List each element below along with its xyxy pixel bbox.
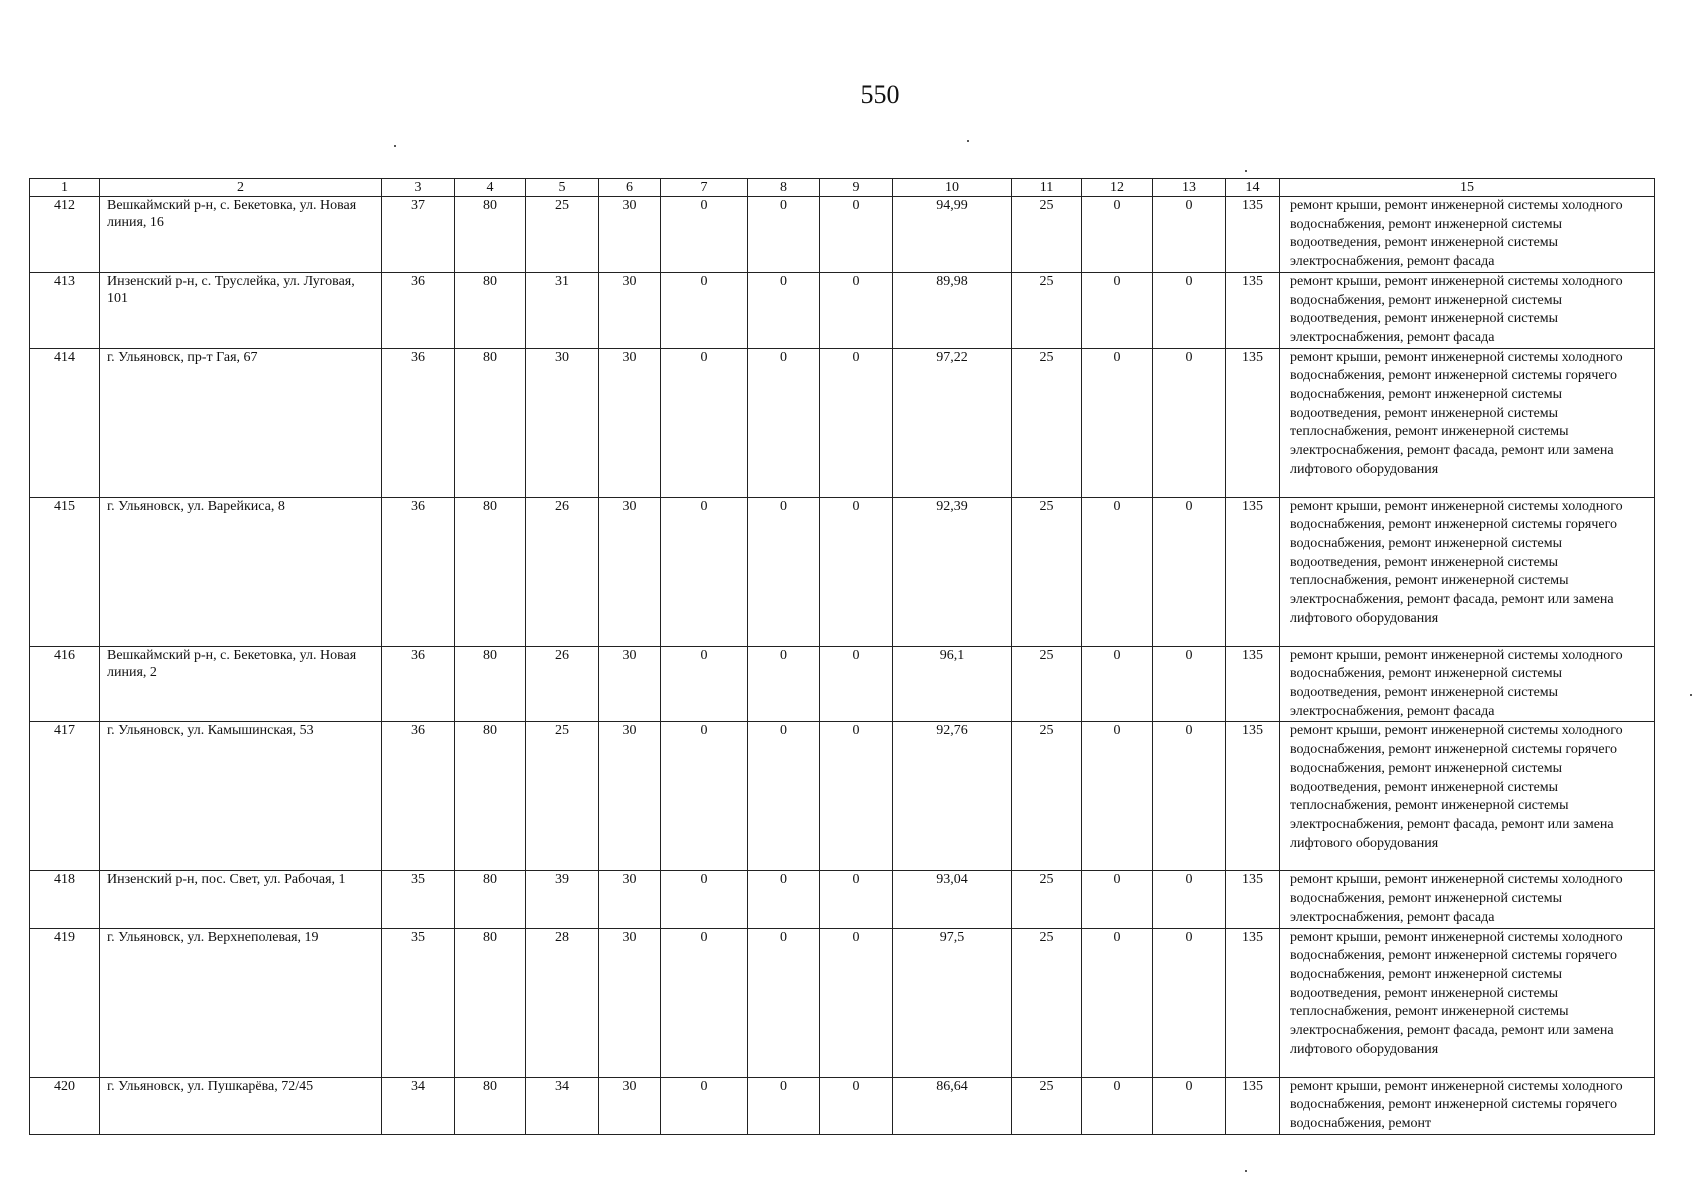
table-row: [30, 497, 1655, 646]
column-number: 4: [455, 179, 526, 197]
row-number-cell: 412: [30, 197, 100, 273]
works-cell: ремонт крыши, ремонт инженерной системы холодного водоснабжения, ремонт инженерной системы горячего водоснабжения, ремонт инженерной системы водоотведения, ремонт инженерной системы теплоснабжения, ремонт инженерной системы электроснабжения, ремонт фасада, ремонт или замена лифтового оборудования: [1280, 928, 1655, 1077]
works-cell: ремонт крыши, ремонт инженерной системы холодного водоснабжения, ремонт инженерной системы горячего водоснабжения, ремонт: [1280, 1077, 1655, 1134]
value-cell-col-5: 31: [526, 272, 599, 348]
value-cell-col-13: 0: [1153, 646, 1226, 722]
value-cell-col-10: 93,04: [893, 871, 1012, 928]
value-cell-col-11: 25: [1012, 272, 1082, 348]
value-cell-col-8: 0: [748, 871, 820, 928]
row-number-cell: 417: [30, 722, 100, 871]
value-cell-col-9: 0: [820, 1077, 893, 1134]
value-cell-col-4: 80: [455, 1077, 526, 1134]
value-cell-col-11: 25: [1012, 928, 1082, 1077]
value-cell-col-4: 80: [455, 646, 526, 722]
value-cell-col-10: 89,98: [893, 272, 1012, 348]
column-number: 6: [599, 179, 661, 197]
row-number-cell: 420: [30, 1077, 100, 1134]
works-cell: ремонт крыши, ремонт инженерной системы холодного водоснабжения, ремонт инженерной системы электроснабжения, ремонт фасада: [1280, 871, 1655, 928]
value-cell-col-14: 135: [1226, 871, 1280, 928]
column-number: 15: [1280, 179, 1655, 197]
value-cell-col-7: 0: [661, 497, 748, 646]
column-number: 1: [30, 179, 100, 197]
value-cell-col-14: 135: [1226, 348, 1280, 497]
value-cell-col-6: 30: [599, 272, 661, 348]
row-number-cell: 416: [30, 646, 100, 722]
works-cell: ремонт крыши, ремонт инженерной системы холодного водоснабжения, ремонт инженерной системы горячего водоснабжения, ремонт инженерной системы водоотведения, ремонт инженерной системы теплоснабжения, ремонт инженерной системы электроснабжения, ремонт фасада, ремонт или замена лифтового оборудования: [1280, 722, 1655, 871]
value-cell-col-10: 96,1: [893, 646, 1012, 722]
value-cell-col-13: 0: [1153, 1077, 1226, 1134]
value-cell-col-14: 135: [1226, 497, 1280, 646]
value-cell-col-6: 30: [599, 928, 661, 1077]
value-cell-col-8: 0: [748, 722, 820, 871]
value-cell-col-7: 0: [661, 646, 748, 722]
value-cell-col-14: 135: [1226, 646, 1280, 722]
value-cell-col-12: 0: [1082, 1077, 1153, 1134]
table-row: [30, 871, 1655, 928]
value-cell-col-9: 0: [820, 871, 893, 928]
scan-speck: [1245, 1170, 1247, 1172]
value-cell-col-3: 37: [382, 197, 455, 273]
value-cell-col-8: 0: [748, 272, 820, 348]
value-cell-col-14: 135: [1226, 197, 1280, 273]
scan-speck: [967, 140, 969, 142]
value-cell-col-9: 0: [820, 722, 893, 871]
value-cell-col-5: 34: [526, 1077, 599, 1134]
address-cell: г. Ульяновск, ул. Варейкиса, 8: [100, 497, 382, 646]
scan-speck: [1245, 170, 1247, 172]
row-number-cell: 415: [30, 497, 100, 646]
scan-speck: [1690, 694, 1692, 696]
value-cell-col-6: 30: [599, 1077, 661, 1134]
row-number-cell: 419: [30, 928, 100, 1077]
table-row: [30, 348, 1655, 497]
value-cell-col-4: 80: [455, 272, 526, 348]
table-row: [30, 197, 1655, 273]
value-cell-col-6: 30: [599, 348, 661, 497]
column-number: 2: [100, 179, 382, 197]
value-cell-col-9: 0: [820, 646, 893, 722]
column-number-row: [30, 179, 1655, 197]
value-cell-col-11: 25: [1012, 722, 1082, 871]
row-number-cell: 413: [30, 272, 100, 348]
address-cell: Инзенский р-н, пос. Свет, ул. Рабочая, 1: [100, 871, 382, 928]
scan-speck: [394, 145, 396, 147]
value-cell-col-13: 0: [1153, 871, 1226, 928]
value-cell-col-11: 25: [1012, 1077, 1082, 1134]
value-cell-col-13: 0: [1153, 197, 1226, 273]
value-cell-col-10: 97,5: [893, 928, 1012, 1077]
column-number: 13: [1153, 179, 1226, 197]
row-number-cell: 418: [30, 871, 100, 928]
page-number: 550: [860, 80, 900, 109]
value-cell-col-14: 135: [1226, 722, 1280, 871]
value-cell-col-9: 0: [820, 348, 893, 497]
value-cell-col-3: 36: [382, 272, 455, 348]
works-cell: ремонт крыши, ремонт инженерной системы холодного водоснабжения, ремонт инженерной системы водоотведения, ремонт инженерной системы электроснабжения, ремонт фасада: [1280, 272, 1655, 348]
value-cell-col-12: 0: [1082, 272, 1153, 348]
value-cell-col-5: 30: [526, 348, 599, 497]
value-cell-col-7: 0: [661, 197, 748, 273]
column-number: 14: [1226, 179, 1280, 197]
value-cell-col-13: 0: [1153, 722, 1226, 871]
value-cell-col-5: 25: [526, 722, 599, 871]
table-body: [30, 179, 1655, 1135]
address-cell: Вешкаймский р-н, с. Бекетовка, ул. Новая линия, 2: [100, 646, 382, 722]
row-number-cell: 414: [30, 348, 100, 497]
works-cell: ремонт крыши, ремонт инженерной системы холодного водоснабжения, ремонт инженерной системы горячего водоснабжения, ремонт инженерной системы водоотведения, ремонт инженерной системы теплоснабжения, ремонт инженерной системы электроснабжения, ремонт фасада, ремонт или замена лифтового оборудования: [1280, 497, 1655, 646]
works-cell: ремонт крыши, ремонт инженерной системы холодного водоснабжения, ремонт инженерной системы водоотведения, ремонт инженерной системы электроснабжения, ремонт фасада: [1280, 197, 1655, 273]
table-row: [30, 272, 1655, 348]
value-cell-col-13: 0: [1153, 928, 1226, 1077]
value-cell-col-7: 0: [661, 348, 748, 497]
address-cell: г. Ульяновск, пр-т Гая, 67: [100, 348, 382, 497]
value-cell-col-9: 0: [820, 928, 893, 1077]
value-cell-col-7: 0: [661, 871, 748, 928]
value-cell-col-8: 0: [748, 928, 820, 1077]
table-row: [30, 1077, 1655, 1134]
value-cell-col-5: 39: [526, 871, 599, 928]
value-cell-col-5: 26: [526, 497, 599, 646]
works-cell: ремонт крыши, ремонт инженерной системы холодного водоснабжения, ремонт инженерной системы водоотведения, ремонт инженерной системы электроснабжения, ремонт фасада: [1280, 646, 1655, 722]
value-cell-col-8: 0: [748, 1077, 820, 1134]
works-cell: ремонт крыши, ремонт инженерной системы холодного водоснабжения, ремонт инженерной системы горячего водоснабжения, ремонт инженерной системы водоотведения, ремонт инженерной системы теплоснабжения, ремонт инженерной системы электроснабжения, ремонт фасада, ремонт или замена лифтового оборудования: [1280, 348, 1655, 497]
value-cell-col-12: 0: [1082, 871, 1153, 928]
value-cell-col-3: 34: [382, 1077, 455, 1134]
value-cell-col-4: 80: [455, 722, 526, 871]
value-cell-col-10: 86,64: [893, 1077, 1012, 1134]
value-cell-col-6: 30: [599, 197, 661, 273]
value-cell-col-11: 25: [1012, 646, 1082, 722]
value-cell-col-10: 94,99: [893, 197, 1012, 273]
value-cell-col-4: 80: [455, 348, 526, 497]
address-cell: г. Ульяновск, ул. Камышинская, 53: [100, 722, 382, 871]
value-cell-col-12: 0: [1082, 497, 1153, 646]
value-cell-col-3: 35: [382, 871, 455, 928]
value-cell-col-3: 36: [382, 348, 455, 497]
value-cell-col-4: 80: [455, 497, 526, 646]
value-cell-col-3: 36: [382, 497, 455, 646]
value-cell-col-14: 135: [1226, 928, 1280, 1077]
address-cell: г. Ульяновск, ул. Верхнеполевая, 19: [100, 928, 382, 1077]
value-cell-col-9: 0: [820, 497, 893, 646]
value-cell-col-8: 0: [748, 348, 820, 497]
value-cell-col-12: 0: [1082, 348, 1153, 497]
value-cell-col-9: 0: [820, 197, 893, 273]
value-cell-col-4: 80: [455, 197, 526, 273]
value-cell-col-9: 0: [820, 272, 893, 348]
table-row: [30, 722, 1655, 871]
column-number: 5: [526, 179, 599, 197]
value-cell-col-11: 25: [1012, 497, 1082, 646]
address-cell: Инзенский р-н, с. Труслейка, ул. Луговая, 101: [100, 272, 382, 348]
value-cell-col-6: 30: [599, 722, 661, 871]
column-number: 7: [661, 179, 748, 197]
value-cell-col-12: 0: [1082, 646, 1153, 722]
address-cell: г. Ульяновск, ул. Пушкарёва, 72/45: [100, 1077, 382, 1134]
repair-register-table: [29, 178, 1655, 1135]
value-cell-col-7: 0: [661, 272, 748, 348]
value-cell-col-12: 0: [1082, 722, 1153, 871]
value-cell-col-5: 25: [526, 197, 599, 273]
value-cell-col-5: 28: [526, 928, 599, 1077]
value-cell-col-8: 0: [748, 646, 820, 722]
table-row: [30, 928, 1655, 1077]
value-cell-col-10: 97,22: [893, 348, 1012, 497]
value-cell-col-13: 0: [1153, 348, 1226, 497]
value-cell-col-11: 25: [1012, 871, 1082, 928]
column-number: 9: [820, 179, 893, 197]
column-number: 11: [1012, 179, 1082, 197]
value-cell-col-10: 92,39: [893, 497, 1012, 646]
value-cell-col-11: 25: [1012, 197, 1082, 273]
value-cell-col-13: 0: [1153, 272, 1226, 348]
value-cell-col-13: 0: [1153, 497, 1226, 646]
table-row: [30, 646, 1655, 722]
value-cell-col-6: 30: [599, 871, 661, 928]
column-number: 10: [893, 179, 1012, 197]
value-cell-col-8: 0: [748, 497, 820, 646]
value-cell-col-14: 135: [1226, 272, 1280, 348]
value-cell-col-11: 25: [1012, 348, 1082, 497]
value-cell-col-12: 0: [1082, 197, 1153, 273]
column-number: 8: [748, 179, 820, 197]
value-cell-col-3: 36: [382, 646, 455, 722]
value-cell-col-3: 35: [382, 928, 455, 1077]
value-cell-col-7: 0: [661, 1077, 748, 1134]
value-cell-col-8: 0: [748, 197, 820, 273]
value-cell-col-12: 0: [1082, 928, 1153, 1077]
value-cell-col-5: 26: [526, 646, 599, 722]
value-cell-col-7: 0: [661, 928, 748, 1077]
value-cell-col-10: 92,76: [893, 722, 1012, 871]
value-cell-col-14: 135: [1226, 1077, 1280, 1134]
value-cell-col-4: 80: [455, 928, 526, 1077]
value-cell-col-7: 0: [661, 722, 748, 871]
value-cell-col-6: 30: [599, 497, 661, 646]
value-cell-col-4: 80: [455, 871, 526, 928]
column-number: 3: [382, 179, 455, 197]
value-cell-col-6: 30: [599, 646, 661, 722]
value-cell-col-3: 36: [382, 722, 455, 871]
column-number: 12: [1082, 179, 1153, 197]
address-cell: Вешкаймский р-н, с. Бекетовка, ул. Новая линия, 16: [100, 197, 382, 273]
